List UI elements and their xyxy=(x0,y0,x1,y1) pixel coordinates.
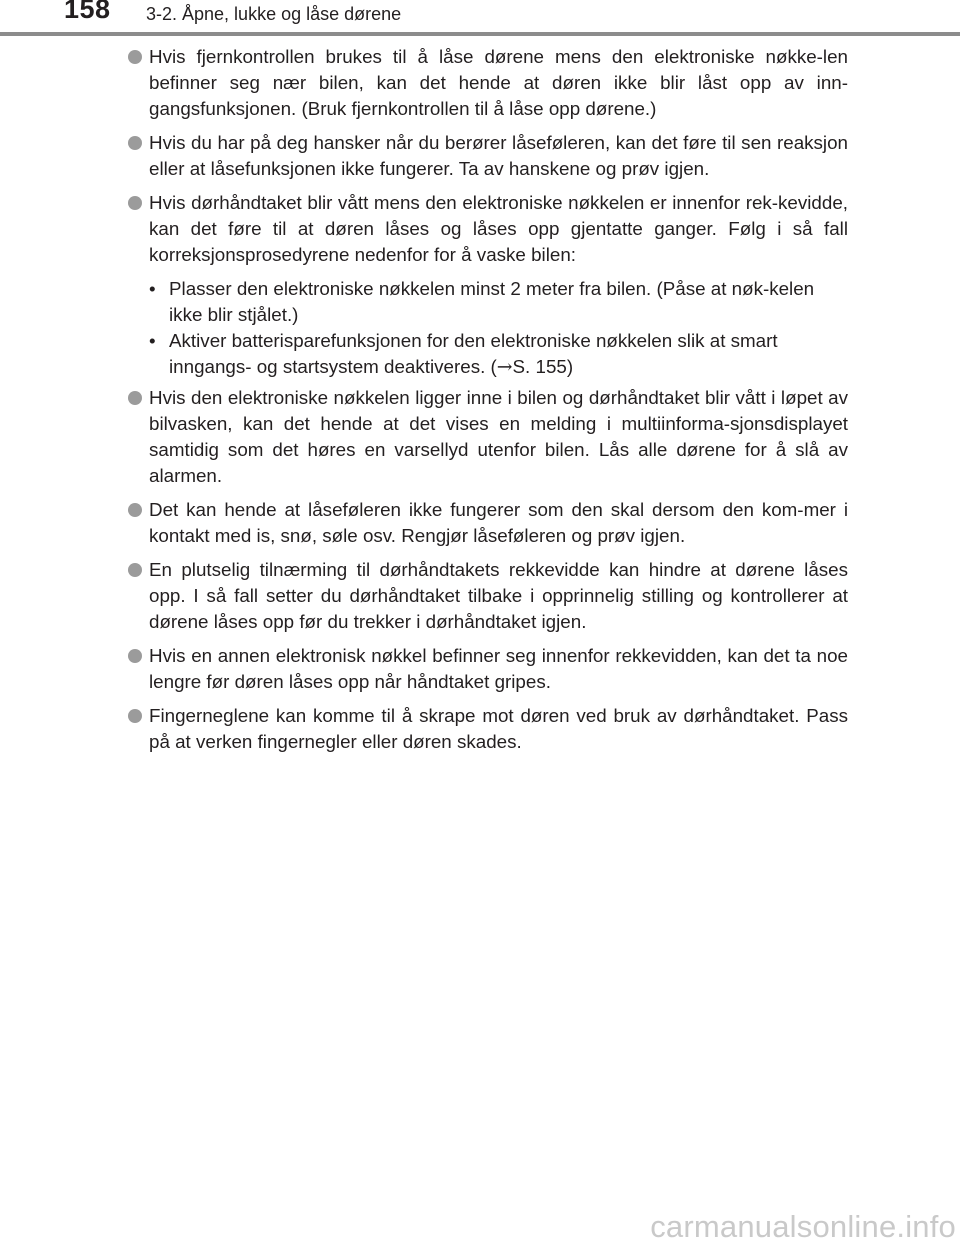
list-item xyxy=(128,643,848,695)
list-item xyxy=(128,497,848,549)
page-reference[interactable]: S. 155) xyxy=(512,356,574,377)
sub-item-text: Plasser den elektroniske nøkkelen minst 2 meter fra bilen. (Påse at nøk-kelen ikke blir stjålet.) xyxy=(169,278,815,325)
bullet-icon xyxy=(128,391,142,405)
bullet-icon xyxy=(128,196,142,210)
arrow-icon: → xyxy=(496,357,513,378)
sub-list-item xyxy=(128,328,848,381)
bullet-icon xyxy=(128,709,142,723)
watermark: carmanualsonline.info xyxy=(650,1209,956,1244)
item-text: Det kan hende at låseføleren ikke fungerer som den skal dersom den kom-mer i kontakt med is, snø, søle osv. Rengjør låseføleren og prøv igjen. xyxy=(149,499,848,546)
item-text: Hvis den elektroniske nøkkelen ligger inne i bilen og dørhåndtaket blir vått i løpet av bilvasken, kan det hende at det vises en melding i multiinforma-sjonsdisplayet samtidig som det høres en varsellyd utenfor bilen. Lås alle dørene for å slå av alarmen. xyxy=(149,387,848,486)
bullet-icon xyxy=(128,503,142,517)
item-text: Fingerneglene kan komme til å skrape mot døren ved bruk av dørhåndtaket. Pass på at verken fingernegler eller døren skades. xyxy=(149,705,848,752)
sub-list xyxy=(128,276,848,381)
list-item xyxy=(128,385,848,489)
bullet-icon xyxy=(128,563,142,577)
sub-item-text: Aktiver batterisparefunksjonen for den elektroniske nøkkelen slik at smart inngangs- og startsystem deaktiveres. ( xyxy=(169,330,778,377)
bullet-icon xyxy=(128,649,142,663)
content xyxy=(128,44,848,763)
item-text: Hvis fjernkontrollen brukes til å låse dørene mens den elektroniske nøkke-len befinner seg nær bilen, kan det hende at døren ikke blir låst opp av inn-gangsfunksjonen. (Bruk fjernkontrollen til å låse opp dørene.) xyxy=(149,46,848,119)
list-item xyxy=(128,130,848,182)
item-text: Hvis dørhåndtaket blir vått mens den elektroniske nøkkelen er innenfor rek-kevidde, kan det føre til at døren låses og låses opp gjentatte ganger. Følg i så fall korreksjonsprosedyrene nedenfor for å vaske bilen: xyxy=(149,192,848,265)
list-item xyxy=(128,557,848,635)
item-text: Hvis du har på deg hansker når du berører låseføleren, kan det føre til sen reaksjon eller at låsefunksjonen ikke fungerer. Ta av hanskene og prøv igjen. xyxy=(149,132,848,179)
bullet-icon xyxy=(128,50,142,64)
bullet-icon xyxy=(128,136,142,150)
list-item xyxy=(128,190,848,268)
sub-bullet-icon: • xyxy=(149,278,156,299)
item-text: Hvis en annen elektronisk nøkkel befinner seg innenfor rekkevidden, kan det ta noe lengre før døren låses opp når håndtaket gripes. xyxy=(149,645,848,692)
page-number: 158 xyxy=(64,0,111,24)
list-item xyxy=(128,44,848,122)
sub-bullet-icon: • xyxy=(149,330,156,351)
header-rule xyxy=(0,32,960,36)
item-text: En plutselig tilnærming til dørhåndtakets rekkevidde kan hindre at dørene låses opp. I så fall setter du dørhåndtaket tilbake i opprinnelig stilling og kontrollerer at dørene låses opp før du trekker i dørhåndtaket igjen. xyxy=(149,559,848,632)
list-item xyxy=(128,703,848,755)
sub-list-item xyxy=(128,276,848,328)
section-title: 3-2. Åpne, lukke og låse dørene xyxy=(146,4,402,24)
